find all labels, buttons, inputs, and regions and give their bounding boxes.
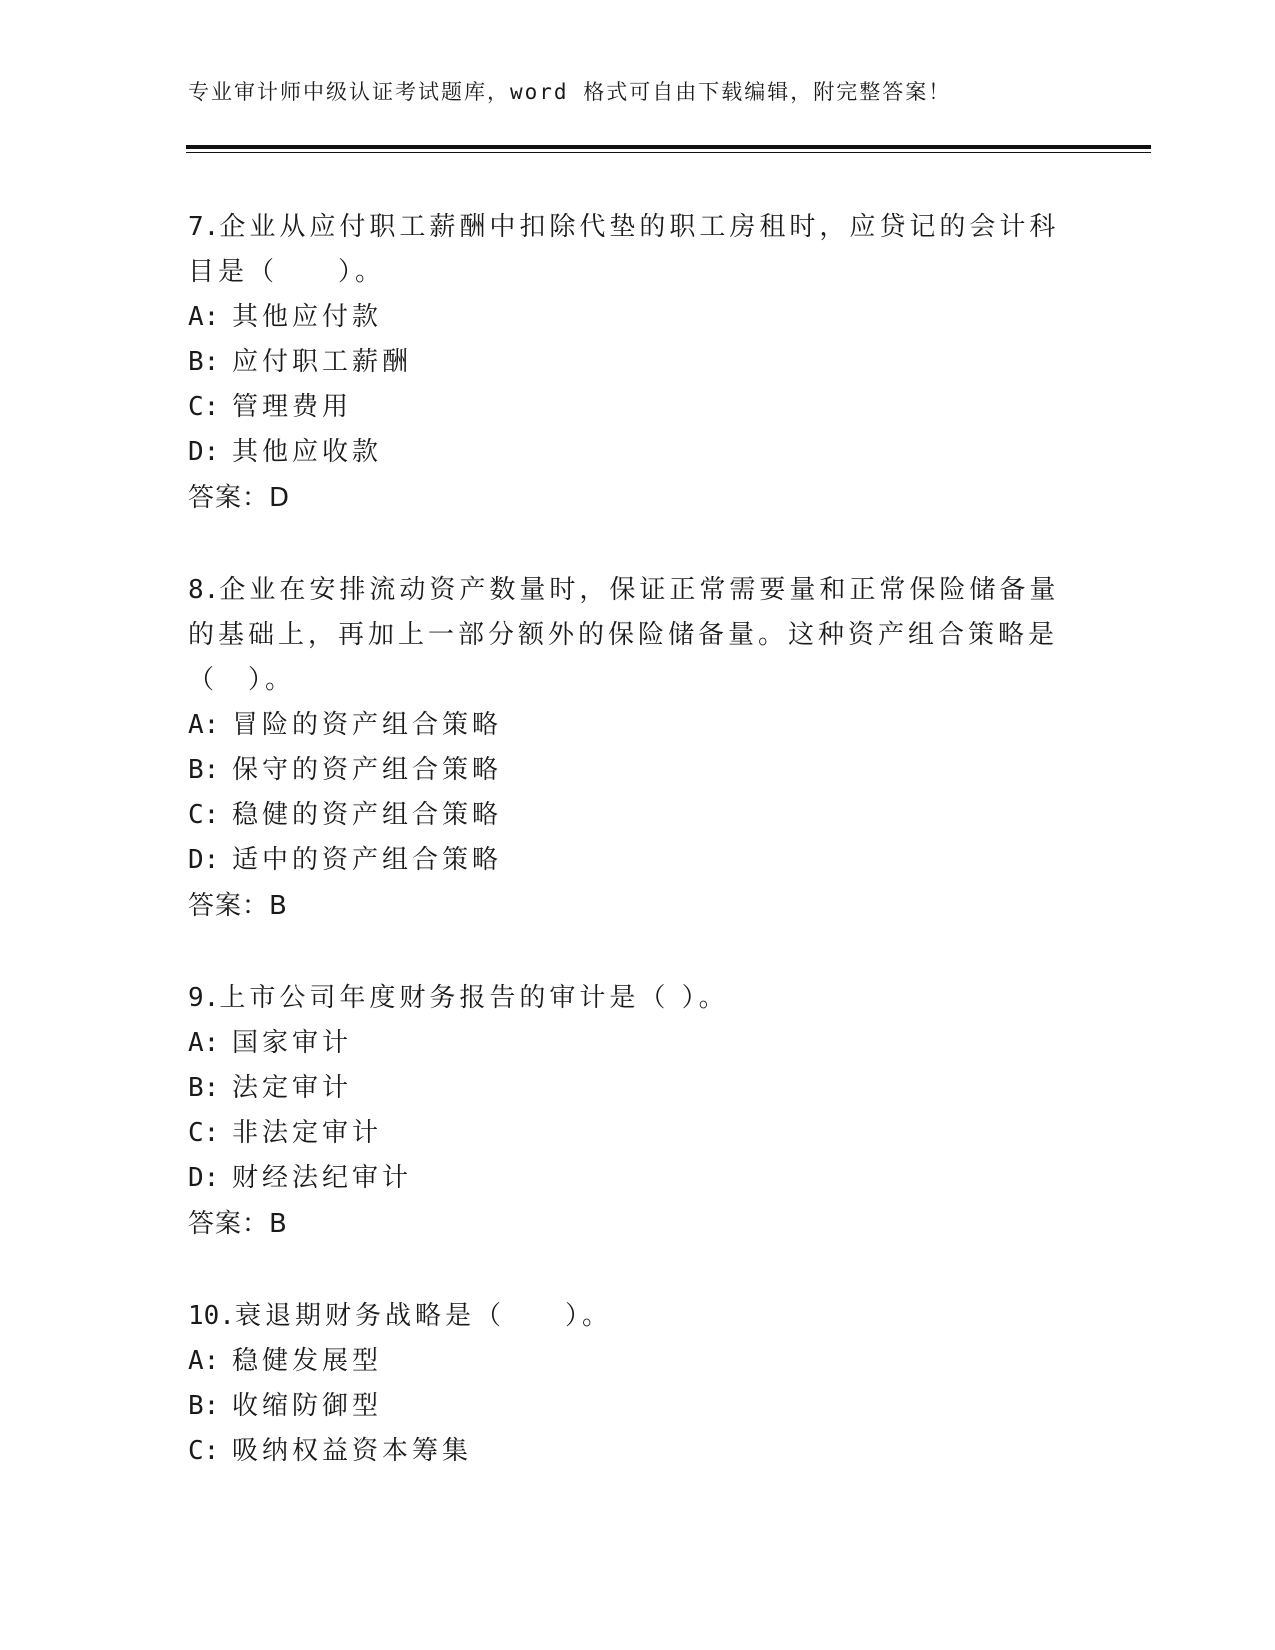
option-letter: B: bbox=[188, 755, 220, 785]
option-letter: B: bbox=[188, 1391, 220, 1421]
question-list bbox=[188, 205, 1068, 1521]
option-letter: D: bbox=[188, 1163, 220, 1193]
option-letter: B: bbox=[188, 1073, 220, 1103]
header-divider-thin bbox=[186, 152, 1151, 153]
option-d bbox=[188, 430, 1068, 475]
option-letter: C: bbox=[188, 392, 220, 422]
page-header: 专业审计师中级认证考试题库，word 格式可自由下载编辑，附完整答案！ bbox=[188, 80, 952, 104]
option-text: 冒险的资产组合策略 bbox=[232, 710, 503, 740]
option-letter: D: bbox=[188, 845, 220, 875]
option-c bbox=[188, 1111, 1068, 1156]
answer-line: 答案：B bbox=[188, 891, 288, 921]
question-number: 8. bbox=[188, 575, 220, 605]
option-text: 稳健的资产组合策略 bbox=[232, 800, 503, 830]
question-number: 9. bbox=[188, 983, 220, 1013]
question-8 bbox=[188, 568, 1068, 929]
question-text: 衰退期财务战略是（ ）。 bbox=[234, 1301, 612, 1331]
option-text: 吸纳权益资本筹集 bbox=[232, 1436, 473, 1466]
option-letter: A: bbox=[188, 1346, 220, 1376]
question-stem bbox=[188, 205, 1068, 295]
question-text: 企业在安排流动资产数量时，保证正常需要量和正常保险储备量的基础上，再加上一部分额外的保险储备量。这种资产组合策略是（ ）。 bbox=[188, 575, 1060, 695]
question-text: 上市公司年度财务报告的审计是（ ）。 bbox=[219, 983, 729, 1013]
option-text: 其他应付款 bbox=[232, 302, 383, 332]
option-text: 非法定审计 bbox=[232, 1118, 383, 1148]
question-text: 企业从应付职工薪酬中扣除代垫的职工房租时，应贷记的会计科目是（ ）。 bbox=[188, 212, 1060, 287]
option-text: 稳健发展型 bbox=[232, 1346, 383, 1376]
option-text: 应付职工薪酬 bbox=[232, 347, 413, 377]
option-d bbox=[188, 838, 1068, 883]
question-10 bbox=[188, 1294, 1068, 1474]
option-a bbox=[188, 703, 1068, 748]
option-letter: C: bbox=[188, 1436, 220, 1466]
option-letter: A: bbox=[188, 1028, 220, 1058]
option-b bbox=[188, 1384, 1068, 1429]
option-c bbox=[188, 385, 1068, 430]
option-a bbox=[188, 1339, 1068, 1384]
answer-line: 答案：B bbox=[188, 1209, 288, 1239]
option-text: 收缩防御型 bbox=[232, 1391, 383, 1421]
option-c bbox=[188, 793, 1068, 838]
option-b bbox=[188, 748, 1068, 793]
option-b bbox=[188, 340, 1068, 385]
option-a bbox=[188, 295, 1068, 340]
option-letter: D: bbox=[188, 437, 220, 467]
answer-line: 答案：D bbox=[188, 483, 291, 513]
question-7 bbox=[188, 205, 1068, 521]
option-text: 适中的资产组合策略 bbox=[232, 845, 503, 875]
option-text: 法定审计 bbox=[232, 1073, 353, 1103]
option-text: 管理费用 bbox=[232, 392, 353, 422]
option-text: 其他应收款 bbox=[232, 437, 383, 467]
option-c bbox=[188, 1429, 1068, 1474]
option-text: 保守的资产组合策略 bbox=[232, 755, 503, 785]
question-9 bbox=[188, 976, 1068, 1247]
question-stem bbox=[188, 1294, 1068, 1339]
option-text: 国家审计 bbox=[232, 1028, 353, 1058]
option-letter: C: bbox=[188, 1118, 220, 1148]
option-a bbox=[188, 1021, 1068, 1066]
option-letter: A: bbox=[188, 302, 220, 332]
option-d bbox=[188, 1156, 1068, 1201]
question-number: 10. bbox=[188, 1301, 235, 1331]
question-stem bbox=[188, 568, 1068, 703]
question-number: 7. bbox=[188, 212, 220, 242]
header-divider-thick bbox=[186, 145, 1151, 149]
option-letter: A: bbox=[188, 710, 220, 740]
option-b bbox=[188, 1066, 1068, 1111]
question-stem bbox=[188, 976, 1068, 1021]
option-letter: C: bbox=[188, 800, 220, 830]
option-text: 财经法纪审计 bbox=[232, 1163, 413, 1193]
option-letter: B: bbox=[188, 347, 220, 377]
